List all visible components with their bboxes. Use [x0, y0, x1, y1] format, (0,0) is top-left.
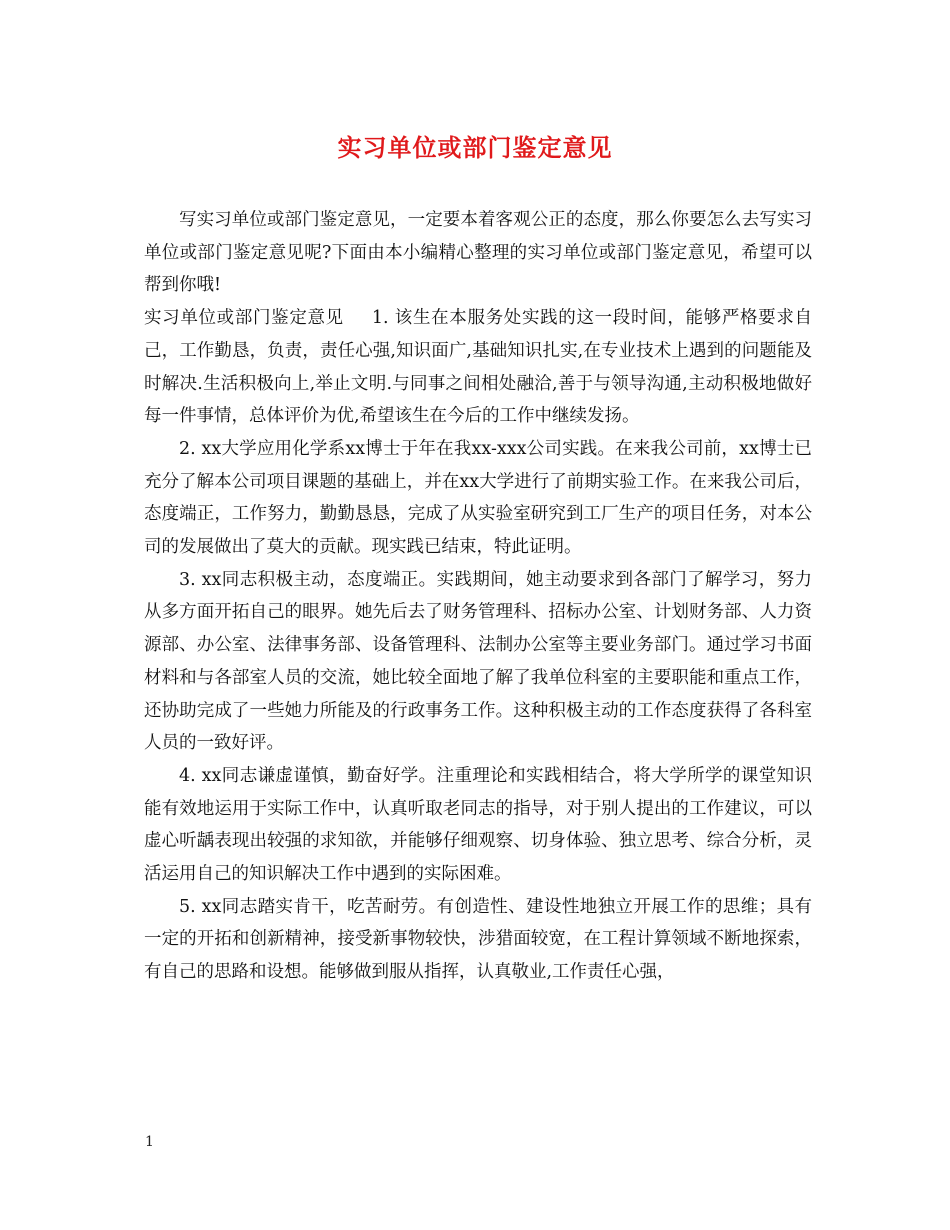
item-2-paragraph: 2. xx大学应用化学系xx博士于年在我xx-xxx公司实践。在来我公司前，xx博士已充分了解本公司项目课题的基础上，并在xx大学进行了前期实验工作。在来我公司后，态度端正，工作努力，勤勤恳恳，完成了从实验室研究到工厂生产的项目任务，对本公司的发展做出了莫大的贡献。现实践已结束，特此证明。: [144, 438, 812, 558]
item-1-text: 1. 该生在本服务处实践的这一段时间，能够严格要求自己，工作勤恳，负责，责任心强,知识面广,基础知识扎实,在专业技术上遇到的问题能及时解决.生活积极向上,举止文明.与同事之间相处融洽,善于与领导沟通,主动积极地做好每一件事情，总体评价为优,希望该生在今后的工作中继续发扬。: [144, 308, 812, 427]
section-label: 实习单位或部门鉴定意见: [144, 308, 344, 329]
intro-paragraph: 写实习单位或部门鉴定意见，一定要本着客观公正的态度，那么你要怎么去写实习单位或部门鉴定意见呢?下面由本小编精心整理的实习单位或部门鉴定意见，希望可以帮到你哦!: [144, 210, 812, 296]
document-title: 实习单位或部门鉴定意见: [337, 133, 613, 162]
item-4-paragraph: 4. xx同志谦虚谨慎，勤奋好学。注重理论和实践相结合，将大学所学的课堂知识能有效地运用于实际工作中，认真听取老同志的指导，对于别人提出的工作建议，可以虚心听龋表现出较强的求知欲，并能够仔细观察、切身体验、独立思考、综合分析，灵活运用自己的知识解决工作中遇到的实际困难。: [144, 765, 812, 885]
document-body: [144, 204, 812, 989]
item-1-paragraph: [144, 302, 812, 433]
item-3-paragraph: 3. xx同志积极主动，态度端正。实践期间，她主动要求到各部门了解学习，努力从多方面开拓自己的眼界。她先后去了财务管理科、招标办公室、计划财务部、人力资源部、办公室、法律事务部、设备管理科、法制办公室等主要业务部门。通过学习书面材料和与各部室人员的交流，她比较全面地了解了我单位科室的主要职能和重点工作，还协助完成了一些她力所能及的行政事务工作。这种积极主动的工作态度获得了各科室人员的一致好评。: [144, 569, 812, 754]
item-5-paragraph: 5. xx同志踏实肯干，吃苦耐劳。有创造性、建设性地独立开展工作的思维；具有一定的开拓和创新精神，接受新事物较快，涉猎面较宽，在工程计算领域不断地探索，有自己的思路和设想。能够做到服从指挥，认真敬业,工作责任心强，: [144, 896, 812, 983]
page-number: 1: [145, 1134, 154, 1150]
